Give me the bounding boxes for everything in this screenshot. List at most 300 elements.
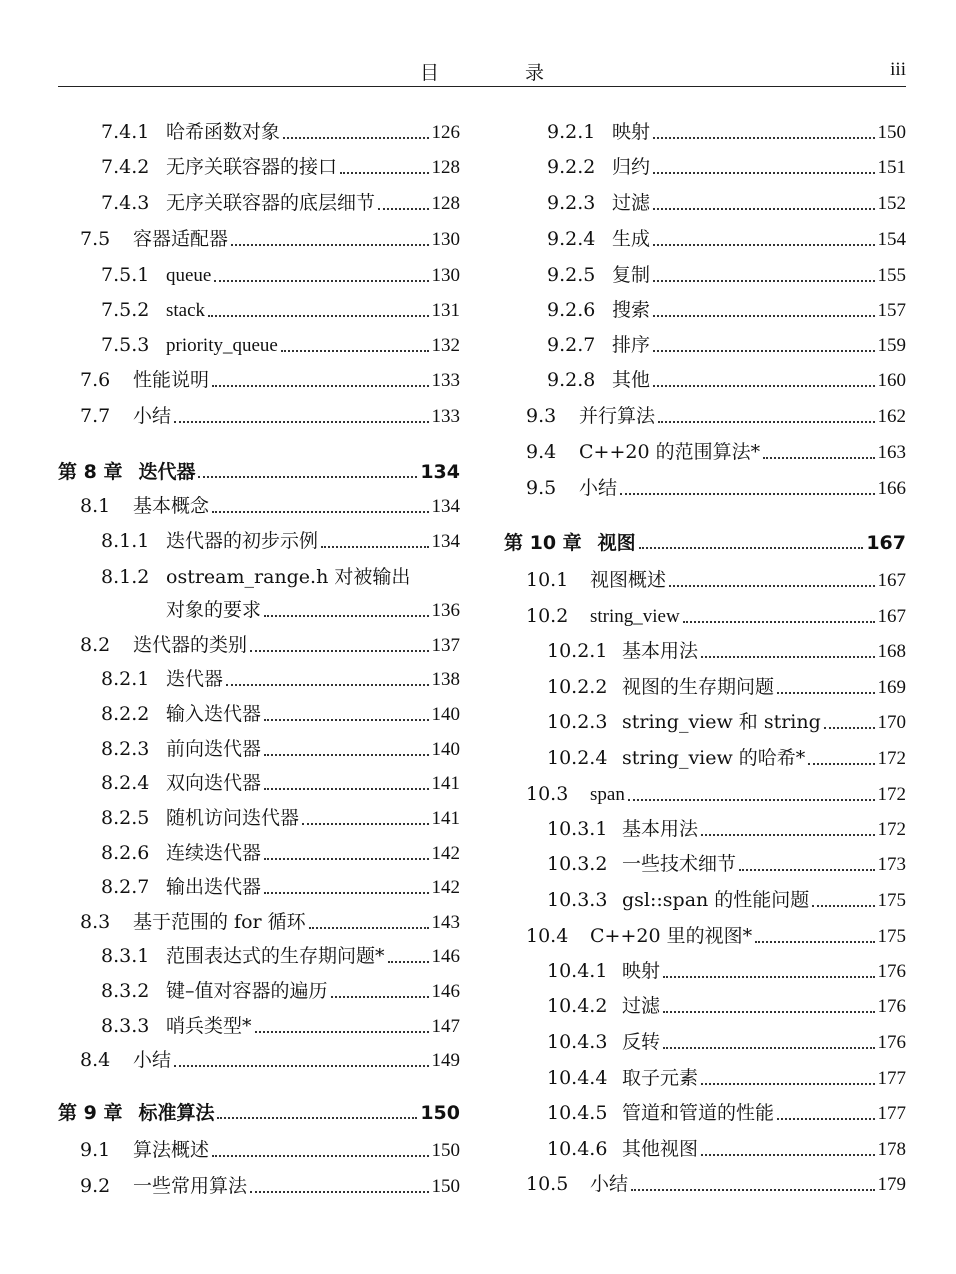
toc-entry-number: 9.3 xyxy=(526,405,557,427)
dot-leader xyxy=(739,869,874,871)
toc-entry-title: 基本用法 xyxy=(622,640,699,662)
toc-entry-title: 小结 xyxy=(590,1173,629,1195)
toc-entry-page: 142 xyxy=(431,877,460,898)
toc-entry-page: 172 xyxy=(877,748,906,769)
toc-entry-page: 134 xyxy=(431,531,460,552)
dot-leader xyxy=(264,858,428,860)
toc-entry-number: 8.2.6 xyxy=(101,842,150,864)
toc-entry-number: 8.2.5 xyxy=(101,807,150,829)
toc-entry-number: 7.5.2 xyxy=(101,299,150,321)
toc-entry[interactable] xyxy=(547,852,906,877)
toc-entry-page: 177 xyxy=(877,1068,906,1089)
toc-entry-number: 10.1 xyxy=(526,569,569,591)
toc-entry-number: 8.3.3 xyxy=(101,1015,150,1037)
toc-entry[interactable] xyxy=(526,1172,906,1197)
toc-entry-title: 小结 xyxy=(133,405,172,427)
toc-entry-page: 149 xyxy=(431,1050,460,1071)
toc-entry-number: 8.1 xyxy=(80,495,111,517)
dot-leader xyxy=(321,546,428,548)
dot-leader xyxy=(212,511,428,513)
dot-leader xyxy=(250,1191,428,1193)
toc-entry[interactable] xyxy=(101,841,460,866)
toc-entry[interactable] xyxy=(101,875,460,900)
dot-leader xyxy=(808,763,874,765)
toc-entry-title: stack xyxy=(166,300,206,321)
dot-leader xyxy=(264,719,428,721)
toc-entry-page: 172 xyxy=(877,819,906,840)
toc-entry-number: 10.2 xyxy=(526,605,569,627)
toc-entry-number: 10.4.5 xyxy=(547,1102,608,1124)
toc-entry-title: 管道和管道的性能 xyxy=(622,1102,775,1124)
toc-entry-page: 138 xyxy=(431,669,460,690)
dot-leader xyxy=(226,684,428,686)
toc-entry[interactable] xyxy=(547,120,906,145)
toc-entry-title: string_view xyxy=(590,606,680,627)
toc-entry-number: 9.2 xyxy=(80,1175,111,1197)
toc-entry-page: 137 xyxy=(431,635,460,656)
toc-entry-number: 7.4.2 xyxy=(101,156,150,178)
toc-entry[interactable] xyxy=(101,806,460,831)
toc-entry-number: 8.1.1 xyxy=(101,530,150,552)
toc-entry-page: 162 xyxy=(877,406,906,427)
toc-chapter[interactable] xyxy=(58,1101,460,1125)
dot-leader xyxy=(653,385,874,387)
dot-leader xyxy=(264,754,428,756)
toc-entry-page: 150 xyxy=(431,1140,460,1161)
toc-entry-number: 10.4.2 xyxy=(547,995,608,1017)
toc-entry-number: 10.4.3 xyxy=(547,1031,608,1053)
toc-entry-number: 10.4.4 xyxy=(547,1067,608,1089)
toc-entry-number: 7.5 xyxy=(80,228,111,250)
toc-entry[interactable] xyxy=(101,565,460,589)
toc-entry-number: 10.3 xyxy=(526,783,569,805)
dot-leader xyxy=(388,961,429,963)
dot-leader xyxy=(198,476,417,478)
toc-entry-title: queue xyxy=(166,265,212,286)
dot-leader xyxy=(653,280,874,282)
dot-leader xyxy=(631,1189,874,1191)
toc-entry-title: 基本概念 xyxy=(133,495,210,517)
toc-entry[interactable] xyxy=(526,924,906,949)
toc-entry-page: 159 xyxy=(877,335,906,356)
toc-entry-title: 取子元素 xyxy=(622,1067,699,1089)
dot-leader xyxy=(231,244,428,246)
toc-entry-title: 算法概述 xyxy=(133,1139,210,1161)
dot-leader xyxy=(653,137,874,139)
toc-entry-page: 132 xyxy=(431,335,460,356)
toc-entry[interactable] xyxy=(547,1101,906,1126)
toc-entry[interactable] xyxy=(101,944,460,969)
toc-entry[interactable] xyxy=(526,568,906,593)
toc-entry-title: 基于范围的 for 循环 xyxy=(133,911,306,933)
toc-entry-title: 输入迭代器 xyxy=(166,703,262,725)
toc-entry-page: 134 xyxy=(420,461,460,483)
toc-entry-title: span xyxy=(590,784,625,805)
toc-entry[interactable] xyxy=(80,227,460,252)
toc-entry-number: 10.2.2 xyxy=(547,676,608,698)
toc-entry-number: 8.2.3 xyxy=(101,738,150,760)
dot-leader xyxy=(669,585,874,587)
dot-leader xyxy=(653,315,874,317)
toc-entry-title: priority_queue xyxy=(166,335,278,356)
toc-entry-page: 154 xyxy=(877,229,906,250)
toc-entry-title: 性能说明 xyxy=(133,369,210,391)
dot-leader xyxy=(683,621,875,623)
toc-entry[interactable] xyxy=(547,298,906,323)
toc-entry-page: 134 xyxy=(431,496,460,517)
toc-entry-title: 排序 xyxy=(612,334,651,356)
dot-leader xyxy=(302,823,428,825)
dot-leader xyxy=(212,1155,428,1157)
toc-entry-title: 范围表达式的生存期问题* xyxy=(166,945,385,967)
toc-entry-title: 过滤 xyxy=(622,995,661,1017)
dot-leader xyxy=(701,1154,874,1156)
toc-entry-title: 基本用法 xyxy=(622,818,699,840)
toc-entry-title: string_view 和 string xyxy=(622,711,821,733)
toc-entry-number: 10.4.6 xyxy=(547,1138,608,1160)
chapter-number: 第 10 章 xyxy=(504,532,582,554)
toc-entry-page: 167 xyxy=(877,570,906,591)
toc-entry-page: 140 xyxy=(431,704,460,725)
toc-entry-page: 179 xyxy=(877,1174,906,1195)
dot-leader xyxy=(620,493,874,495)
toc-entry[interactable] xyxy=(101,737,460,762)
toc-entry[interactable] xyxy=(526,476,906,501)
dot-leader xyxy=(653,208,874,210)
toc-entry-title: 一些常用算法 xyxy=(133,1175,248,1197)
toc-entry-page: 142 xyxy=(431,843,460,864)
toc-entry-number: 7.4.1 xyxy=(101,121,150,143)
toc-entry-title: string_view 的哈希* xyxy=(622,747,806,769)
toc-entry-title: 键–值对容器的遍历 xyxy=(166,980,328,1002)
toc-entry-number: 10.2.4 xyxy=(547,747,608,769)
toc-entry-title: 复制 xyxy=(612,264,651,286)
toc-entry-number: 8.2.7 xyxy=(101,876,150,898)
toc-entry-page: 126 xyxy=(431,122,460,143)
toc-entry[interactable] xyxy=(547,263,906,288)
toc-entry[interactable] xyxy=(101,155,460,180)
toc-entry-page: 141 xyxy=(431,808,460,829)
toc-entry-page: 147 xyxy=(431,1016,460,1037)
toc-entry-page: 177 xyxy=(877,1103,906,1124)
dot-leader xyxy=(653,350,874,352)
toc-entry[interactable] xyxy=(547,639,906,664)
toc-entry-title: 前向迭代器 xyxy=(166,738,262,760)
dot-leader xyxy=(255,1031,429,1033)
toc-entry[interactable] xyxy=(101,120,460,145)
dot-leader xyxy=(212,385,428,387)
toc-entry-page: 130 xyxy=(431,265,460,286)
toc-entry[interactable] xyxy=(80,404,460,429)
toc-entry[interactable] xyxy=(526,604,906,629)
chapter-title: 标准算法 xyxy=(138,1102,215,1124)
toc-entry-title: 随机访问迭代器 xyxy=(166,807,300,829)
toc-entry-page: 140 xyxy=(431,739,460,760)
toc-entry[interactable] xyxy=(547,817,906,842)
toc-entry[interactable] xyxy=(101,979,460,1004)
toc-entry-title: 无序关联容器的底层细节 xyxy=(166,192,376,214)
toc-entry-number: 9.2.6 xyxy=(547,299,596,321)
toc-entry-page: 169 xyxy=(877,677,906,698)
toc-entry-page: 146 xyxy=(431,946,460,967)
toc-entry-number: 9.2.5 xyxy=(547,264,596,286)
toc-entry[interactable] xyxy=(547,710,906,735)
toc-entry-page: 163 xyxy=(877,442,906,463)
toc-entry[interactable] xyxy=(101,263,460,288)
toc-entry[interactable] xyxy=(80,1138,460,1163)
toc-entry-number: 8.3.1 xyxy=(101,945,150,967)
dot-leader xyxy=(777,692,874,694)
toc-entry-page: 167 xyxy=(877,606,906,627)
dot-leader xyxy=(281,350,429,352)
toc-entry-title: 迭代器 xyxy=(166,668,224,690)
dot-leader xyxy=(264,615,428,617)
toc-entry-page: 176 xyxy=(877,961,906,982)
chapter-number: 第 8 章 xyxy=(58,461,123,483)
toc-entry-number: 10.2.1 xyxy=(547,640,608,662)
toc-entry[interactable] xyxy=(101,191,460,216)
toc-entry-title: 小结 xyxy=(133,1049,172,1071)
page-header xyxy=(58,56,906,87)
toc-entry-number: 7.7 xyxy=(80,405,111,427)
toc-entry-page: 167 xyxy=(866,532,906,554)
dot-leader xyxy=(250,650,428,652)
dot-leader xyxy=(763,457,874,459)
toc-entry[interactable] xyxy=(547,227,906,252)
toc-entry-title: 输出迭代器 xyxy=(166,876,262,898)
toc-entry-title: C++20 的范围算法* xyxy=(579,441,761,463)
toc-entry-page: 141 xyxy=(431,773,460,794)
toc-entry[interactable] xyxy=(547,368,906,393)
toc-entry-number: 9.2.1 xyxy=(547,121,596,143)
toc-entry-page: 128 xyxy=(431,157,460,178)
chapter-title: 迭代器 xyxy=(138,461,196,483)
dot-leader xyxy=(340,172,428,174)
toc-entry-title: 映射 xyxy=(612,121,651,143)
toc-entry[interactable] xyxy=(80,1174,460,1199)
toc-entry-page: 131 xyxy=(431,300,460,321)
toc-entry-page: 133 xyxy=(431,406,460,427)
toc-entry-title: 无序关联容器的接口 xyxy=(166,156,338,178)
toc-entry-number: 9.4 xyxy=(526,441,557,463)
toc-entry-number: 10.4 xyxy=(526,925,569,947)
toc-entry-number: 8.1.2 xyxy=(101,566,150,588)
toc-entry-page: 166 xyxy=(877,478,906,499)
toc-entry-title: 搜索 xyxy=(612,299,651,321)
dot-leader xyxy=(283,137,428,139)
toc-entry[interactable] xyxy=(101,771,460,796)
toc-entry[interactable] xyxy=(80,1048,460,1073)
toc-entry-page: 175 xyxy=(877,890,906,911)
toc-entry-title: 视图的生存期问题 xyxy=(622,676,775,698)
toc-entry-title: 其他视图 xyxy=(622,1138,699,1160)
toc-entry-page: 133 xyxy=(431,370,460,391)
toc-entry[interactable] xyxy=(101,529,460,554)
toc-entry[interactable] xyxy=(101,702,460,727)
dot-leader xyxy=(777,1118,874,1120)
dot-leader xyxy=(174,1065,428,1067)
toc-entry[interactable] xyxy=(80,633,460,658)
dot-leader xyxy=(663,976,874,978)
toc-entry-number: 9.2.7 xyxy=(547,334,596,356)
toc-entry[interactable] xyxy=(547,191,906,216)
toc-entry-title-continued: 对象的要求 xyxy=(166,599,262,621)
toc-entry-title: 过滤 xyxy=(612,192,651,214)
toc-entry-number: 8.3 xyxy=(80,911,111,933)
toc-entry-number: 10.5 xyxy=(526,1173,569,1195)
toc-entry[interactable] xyxy=(101,298,460,323)
dot-leader xyxy=(217,1117,417,1119)
toc-entry-number: 7.6 xyxy=(80,369,111,391)
dot-leader xyxy=(663,1011,874,1013)
toc-entry-title: 归约 xyxy=(612,156,651,178)
dot-leader xyxy=(663,1047,874,1049)
toc-entry-title: 容器适配器 xyxy=(133,228,229,250)
toc-entry[interactable] xyxy=(547,1066,906,1091)
toc-entry[interactable] xyxy=(526,440,906,465)
toc-entry[interactable] xyxy=(547,959,906,984)
toc-entry-number: 8.3.2 xyxy=(101,980,150,1002)
toc-chapter[interactable] xyxy=(58,460,460,484)
dot-leader xyxy=(755,941,874,943)
toc-entry-number: 8.4 xyxy=(80,1049,111,1071)
chapter-number: 第 9 章 xyxy=(58,1102,123,1124)
dot-leader xyxy=(653,172,874,174)
toc-entry[interactable] xyxy=(547,888,906,913)
toc-entry[interactable] xyxy=(101,667,460,692)
toc-entry-continuation[interactable] xyxy=(166,598,460,623)
toc-entry-number: 10.3.2 xyxy=(547,853,608,875)
dot-leader xyxy=(208,315,428,317)
dot-leader xyxy=(378,208,428,210)
toc-entry-page: 150 xyxy=(431,1176,460,1197)
dot-leader xyxy=(264,892,428,894)
dot-leader xyxy=(639,547,864,549)
toc-entry-title: gsl::span 的性能问题 xyxy=(622,889,810,911)
dot-leader xyxy=(812,905,874,907)
toc-entry-number: 8.2.1 xyxy=(101,668,150,690)
toc-entry-page: 168 xyxy=(877,641,906,662)
toc-entry-title: 哨兵类型* xyxy=(166,1015,252,1037)
toc-entry-title: 双向迭代器 xyxy=(166,772,262,794)
toc-entry-page: 151 xyxy=(877,157,906,178)
toc-entry-page: 160 xyxy=(877,370,906,391)
dot-leader xyxy=(309,927,429,929)
toc-entry-page: 128 xyxy=(431,193,460,214)
toc-entry-number: 10.4.1 xyxy=(547,960,608,982)
toc-entry-page: 130 xyxy=(431,229,460,250)
toc-entry[interactable] xyxy=(547,333,906,358)
dot-leader xyxy=(174,421,428,423)
toc-entry-number: 9.2.4 xyxy=(547,228,596,250)
toc-entry-page: 175 xyxy=(877,926,906,947)
toc-entry-title: 小结 xyxy=(579,477,618,499)
toc-entry-number: 10.3.3 xyxy=(547,889,608,911)
toc-entry[interactable] xyxy=(547,746,906,771)
toc-entry[interactable] xyxy=(80,910,460,935)
toc-entry-page: 150 xyxy=(877,122,906,143)
toc-entry-number: 9.1 xyxy=(80,1139,111,1161)
toc-entry-title: 哈希函数对象 xyxy=(166,121,281,143)
toc-entry-number: 8.2.2 xyxy=(101,703,150,725)
toc-entry-title: 连续迭代器 xyxy=(166,842,262,864)
toc-entry[interactable] xyxy=(547,675,906,700)
toc-entry-page: 136 xyxy=(431,600,460,621)
toc-entry-page: 172 xyxy=(877,784,906,805)
chapter-title: 视图 xyxy=(597,532,636,554)
toc-entry-page: 173 xyxy=(877,854,906,875)
dot-leader xyxy=(214,280,428,282)
toc-entry[interactable] xyxy=(101,1014,460,1039)
toc-entry-number: 7.5.1 xyxy=(101,264,150,286)
toc-entry-title: 其他 xyxy=(612,369,651,391)
dot-leader xyxy=(701,834,874,836)
toc-entry[interactable] xyxy=(101,333,460,358)
toc-entry-number: 8.2.4 xyxy=(101,772,150,794)
toc-entry-page: 146 xyxy=(431,981,460,1002)
toc-entry-number: 10.3.1 xyxy=(547,818,608,840)
toc-entry-number: 9.2.3 xyxy=(547,192,596,214)
toc-entry-title: 迭代器的类别 xyxy=(133,634,248,656)
header-title: 目 录 xyxy=(419,62,585,84)
dot-leader xyxy=(701,1083,874,1085)
toc-entry-title: 视图概述 xyxy=(590,569,667,591)
toc-entry[interactable] xyxy=(547,994,906,1019)
toc-entry[interactable] xyxy=(547,1137,906,1162)
toc-entry-number: 9.2.8 xyxy=(547,369,596,391)
toc-entry[interactable] xyxy=(547,155,906,180)
toc-entry-title: C++20 里的视图* xyxy=(590,925,753,947)
toc-entry-page: 150 xyxy=(420,1102,460,1124)
toc-entry-number: 10.2.3 xyxy=(547,711,608,733)
toc-entry-number: 9.5 xyxy=(526,477,557,499)
toc-entry-title: 迭代器的初步示例 xyxy=(166,530,319,552)
toc-entry-page: 143 xyxy=(431,912,460,933)
toc-entry[interactable] xyxy=(80,494,460,519)
dot-leader xyxy=(628,799,875,801)
toc-entry-number: 7.5.3 xyxy=(101,334,150,356)
toc-entry-number: 7.4.3 xyxy=(101,192,150,214)
toc-entry-page: 152 xyxy=(877,193,906,214)
toc-entry-page: 170 xyxy=(877,712,906,733)
dot-leader xyxy=(653,244,874,246)
toc-entry-page: 176 xyxy=(877,1032,906,1053)
toc-entry-page: 176 xyxy=(877,996,906,1017)
toc-entry[interactable] xyxy=(526,782,906,807)
dot-leader xyxy=(331,996,429,998)
toc-entry-title: 并行算法 xyxy=(579,405,656,427)
toc-entry[interactable] xyxy=(80,368,460,393)
toc-entry-page: 178 xyxy=(877,1139,906,1160)
toc-entry[interactable] xyxy=(547,1030,906,1055)
toc-entry-page: 155 xyxy=(877,265,906,286)
dot-leader xyxy=(264,788,428,790)
toc-entry-number: 9.2.2 xyxy=(547,156,596,178)
toc-chapter[interactable] xyxy=(504,531,906,555)
toc-entry-title: 反转 xyxy=(622,1031,661,1053)
toc-entry-title: 映射 xyxy=(622,960,661,982)
toc-entry-title: 生成 xyxy=(612,228,651,250)
dot-leader xyxy=(824,727,875,729)
toc-entry-title: 一些技术细节 xyxy=(622,853,737,875)
toc-entry-title: ostream_range.h 对被输出 xyxy=(166,566,411,588)
dot-leader xyxy=(701,656,874,658)
toc-entry-page: 157 xyxy=(877,300,906,321)
dot-leader xyxy=(658,421,874,423)
toc-entry-number: 8.2 xyxy=(80,634,111,656)
toc-entry[interactable] xyxy=(526,404,906,429)
header-page-number: iii xyxy=(890,59,906,80)
